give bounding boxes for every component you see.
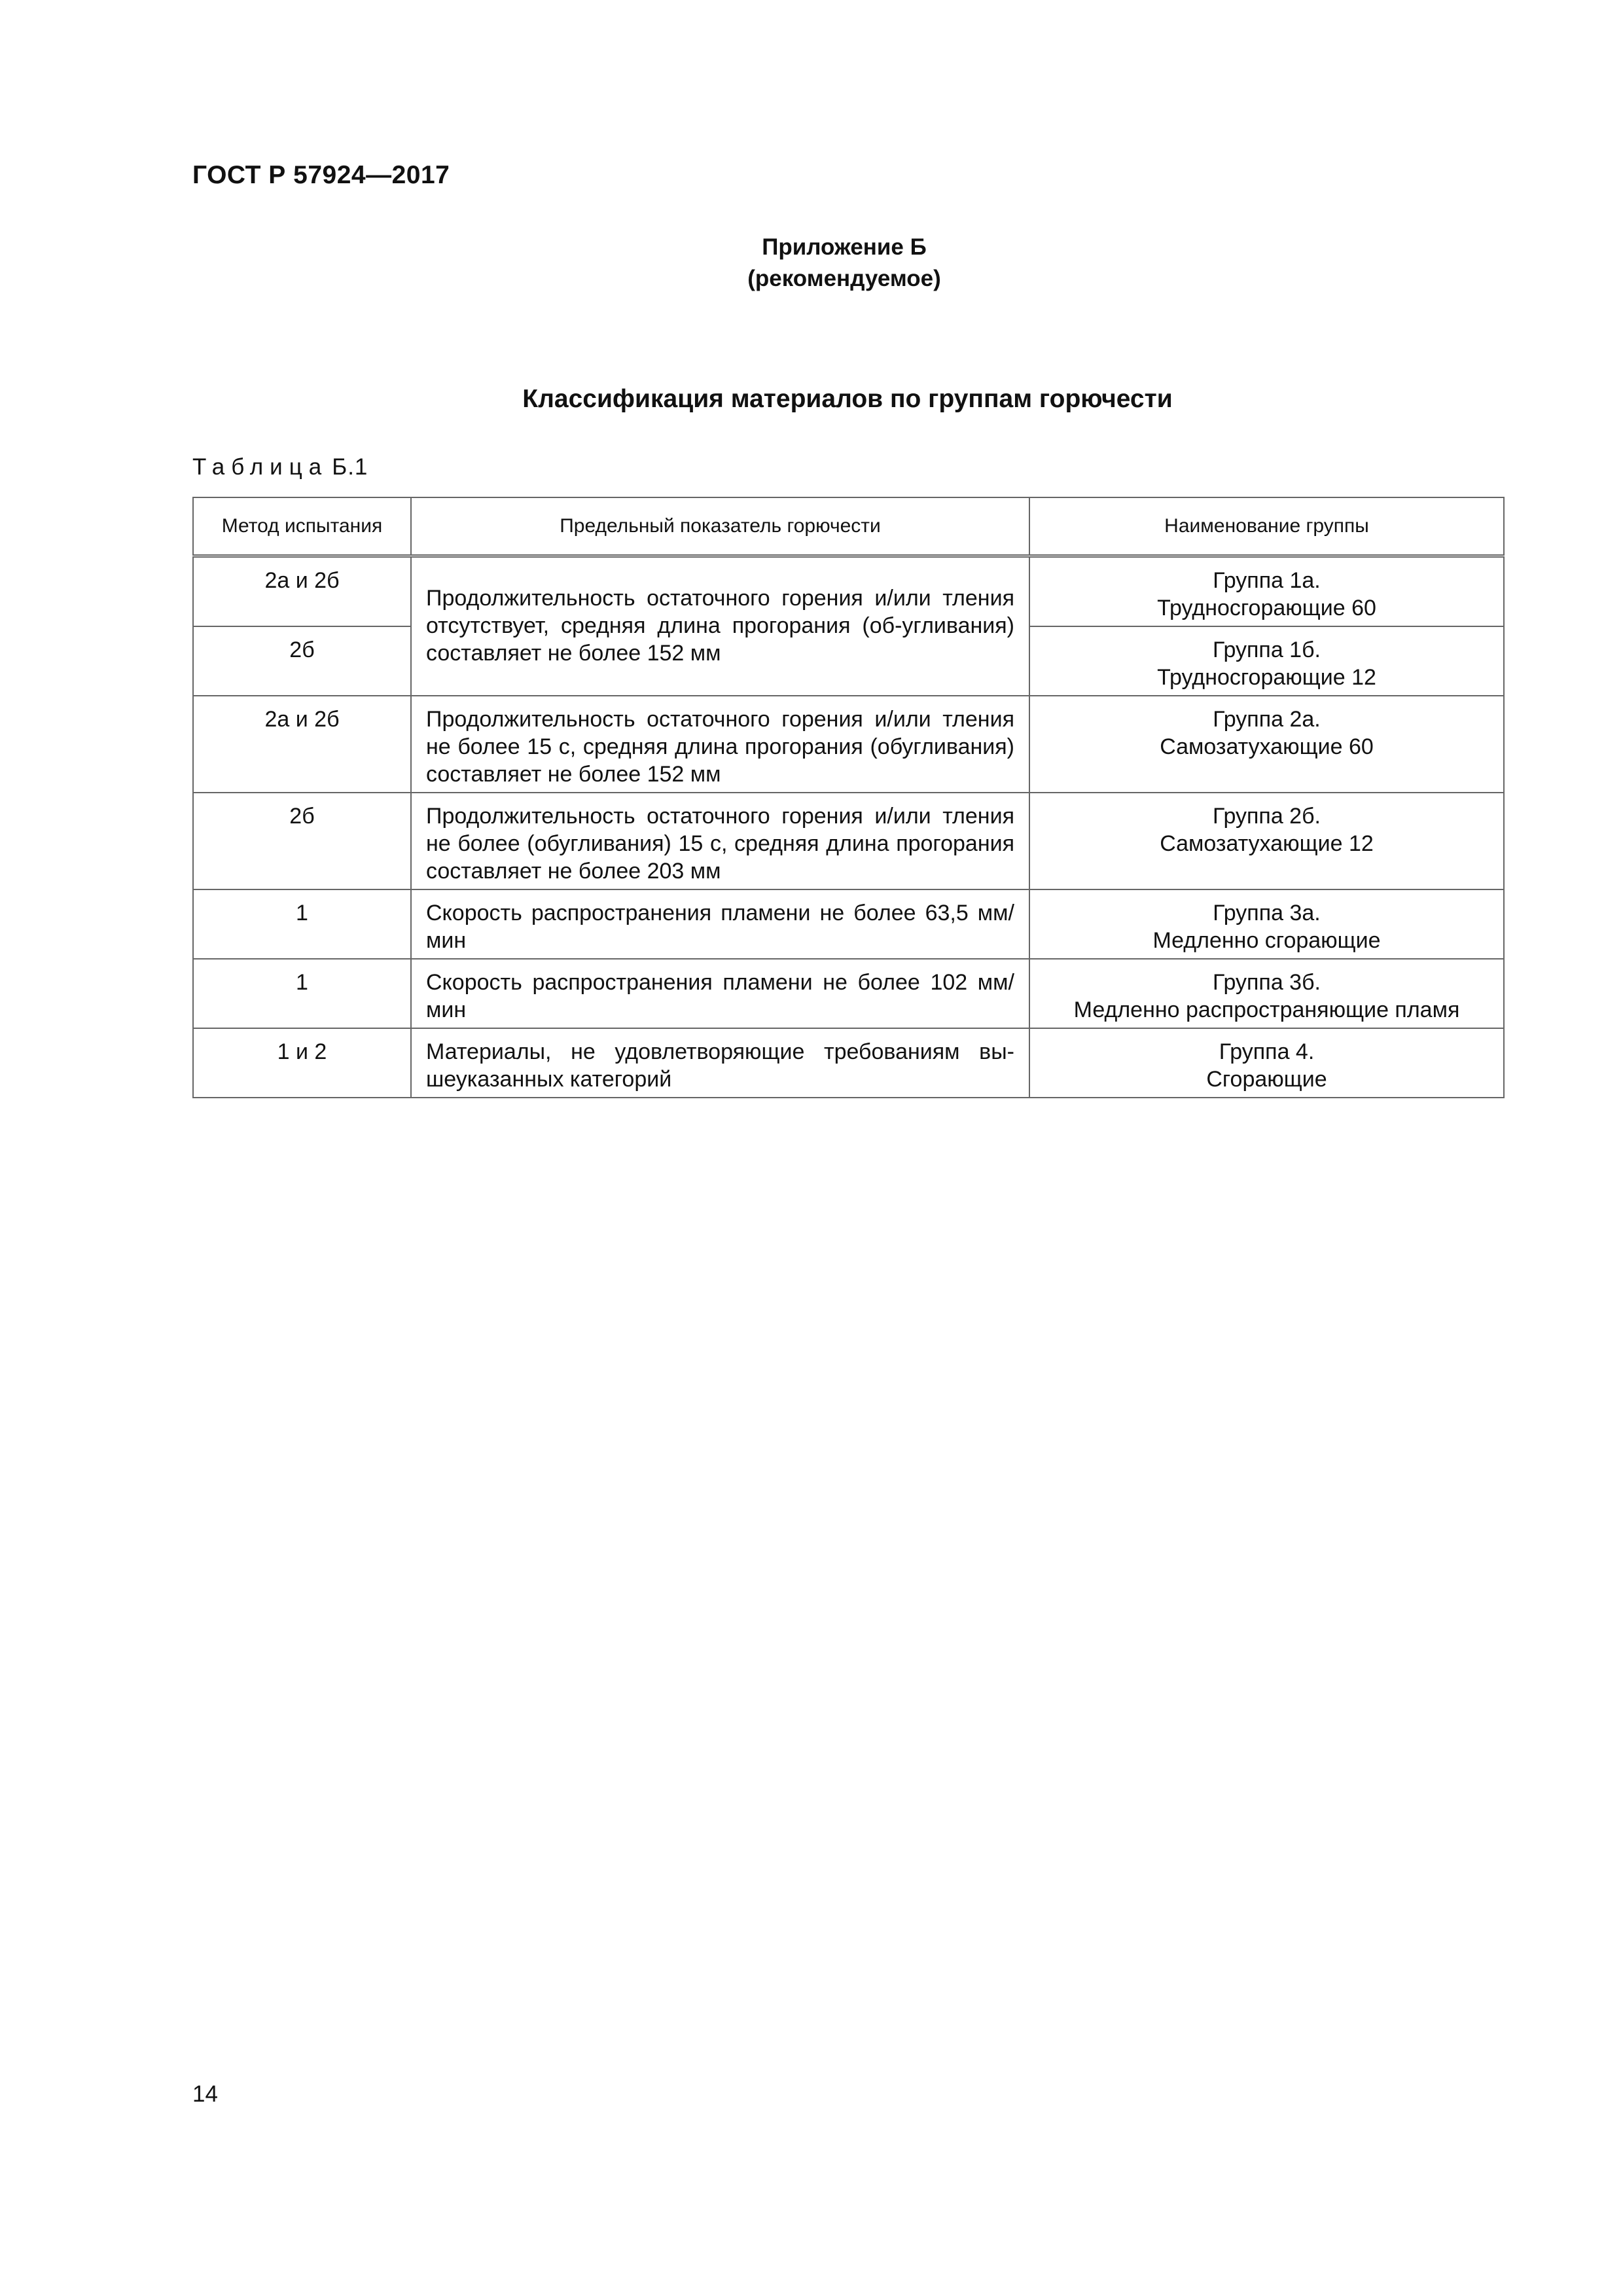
group-label: Группа 1б.	[1212, 637, 1321, 662]
group-label: Группа 3б.	[1212, 970, 1321, 995]
criterion-cell: Скорость распространения пламени не более 102 мм/мин	[411, 959, 1029, 1028]
group-title: Сгорающие	[1206, 1067, 1327, 1092]
table-row	[193, 959, 1504, 1028]
table-row	[193, 696, 1504, 793]
criterion-cell: Скорость распространения пламени не более 63,5 мм/мин	[411, 889, 1029, 959]
test-method-cell: 2б	[193, 793, 411, 889]
table-header-row	[193, 497, 1504, 556]
group-cell	[1029, 959, 1504, 1028]
table-row	[193, 556, 1504, 627]
table-caption	[192, 454, 368, 480]
test-method-cell: 2а и 2б	[193, 556, 411, 627]
section-title: Классификация материалов по группам горючести	[522, 385, 1173, 413]
group-title: Медленно распространяющие пламя	[1073, 997, 1460, 1022]
group-cell	[1029, 889, 1504, 959]
table-row	[193, 889, 1504, 959]
test-method-cell: 1	[193, 959, 411, 1028]
criterion-cell: Материалы, не удовлетворяющие требованиям вы-шеуказанных категорий	[411, 1028, 1029, 1098]
group-title: Самозатухающие 12	[1160, 831, 1374, 856]
group-title: Медленно сгорающие	[1152, 928, 1381, 953]
group-title: Самозатухающие 60	[1160, 734, 1374, 759]
group-label: Группа 2а.	[1213, 707, 1321, 732]
group-label: Группа 3а.	[1213, 901, 1321, 925]
test-method-cell: 1 и 2	[193, 1028, 411, 1098]
group-cell	[1029, 556, 1504, 627]
document-code: ГОСТ Р 57924—2017	[192, 161, 450, 189]
criterion-cell: Продолжительность остаточного горения и/или тления не более 15 с, средняя длина прогорания (обугливания) составляет не более 152 мм	[411, 696, 1029, 793]
header-test-method: Метод испытания	[193, 497, 411, 556]
appendix-heading	[0, 232, 1623, 295]
group-cell	[1029, 626, 1504, 696]
test-method-cell: 2б	[193, 626, 411, 696]
classification-table	[192, 497, 1505, 1098]
header-limit-indicator: Предельный показатель горючести	[411, 497, 1029, 556]
table-caption-word: Таблица	[192, 454, 329, 480]
appendix-title: Приложение Б	[762, 234, 927, 260]
group-label: Группа 2б.	[1212, 804, 1321, 829]
group-label: Группа 4.	[1219, 1039, 1315, 1064]
group-title: Трудносгорающие 12	[1157, 665, 1376, 690]
group-cell	[1029, 1028, 1504, 1098]
page-number: 14	[192, 2081, 218, 2107]
header-group-name: Наименование группы	[1029, 497, 1504, 556]
criterion-cell: Продолжительность остаточного горения и/или тления не более (обугливания) 15 с, средняя длина прогорания составляет не более 203 мм	[411, 793, 1029, 889]
test-method-cell: 1	[193, 889, 411, 959]
table-row	[193, 793, 1504, 889]
group-label: Группа 1а.	[1213, 568, 1321, 593]
table-row	[193, 1028, 1504, 1098]
test-method-cell: 2а и 2б	[193, 696, 411, 793]
table-caption-number: Б.1	[332, 454, 368, 480]
criterion-cell: Продолжительность остаточного горения и/или тления отсутствует, средняя длина прогорания (об-угливания) составляет не более 152 мм	[411, 556, 1029, 696]
appendix-note: (рекомендуемое)	[747, 266, 941, 291]
group-title: Трудносгорающие 60	[1157, 596, 1376, 620]
group-cell	[1029, 696, 1504, 793]
group-cell	[1029, 793, 1504, 889]
